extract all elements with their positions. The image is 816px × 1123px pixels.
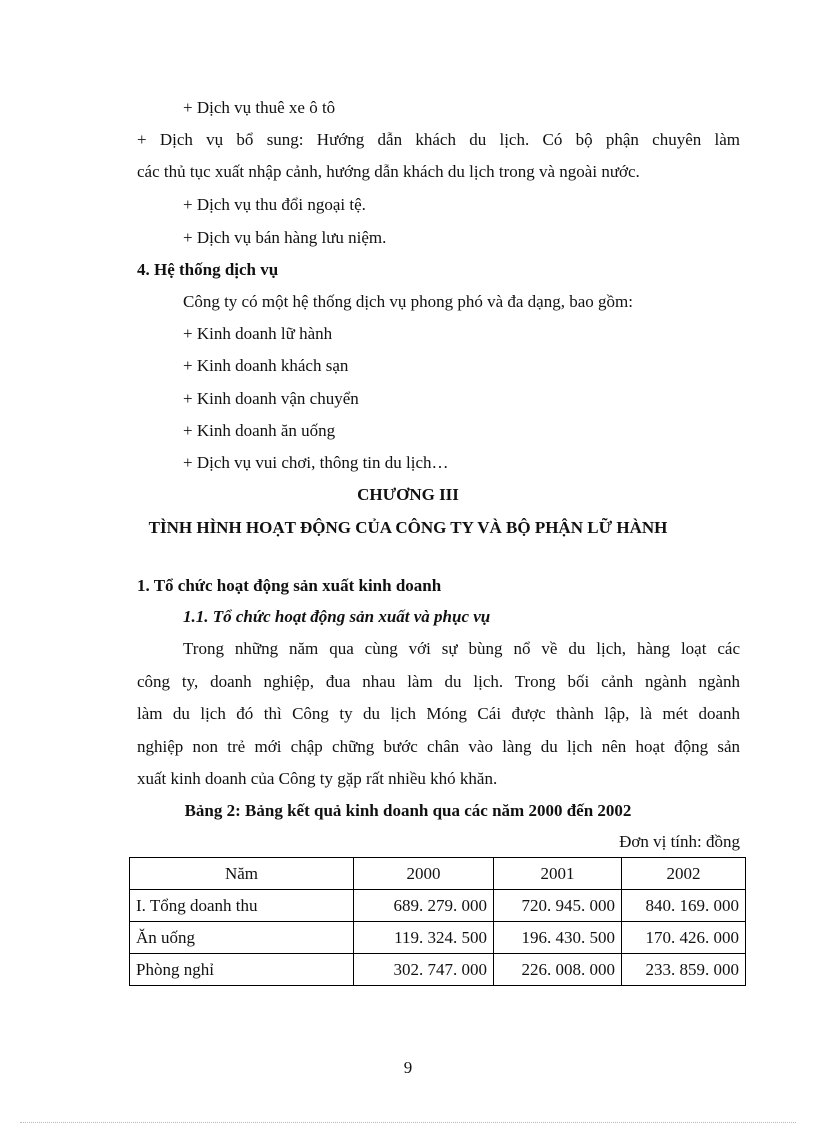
service-item-car-rental: + Dịch vụ thuê xe ô tô bbox=[183, 98, 336, 117]
service-system-item: + Kinh doanh vận chuyển bbox=[183, 389, 359, 408]
service-system-intro: Công ty có một hệ thống dịch vụ phong phó và đa dạng, bao gồm: bbox=[183, 292, 633, 311]
section-heading-service-system: 4. Hệ thống dịch vụ bbox=[137, 260, 279, 279]
value-cell: 233. 859. 000 bbox=[622, 954, 746, 986]
header-cell: 2000 bbox=[354, 858, 494, 890]
table-header-row bbox=[130, 858, 746, 890]
row-label: Phòng nghỉ bbox=[130, 954, 354, 986]
value-cell: 170. 426. 000 bbox=[622, 922, 746, 954]
table-row bbox=[130, 890, 746, 922]
service-system-item: + Kinh doanh ăn uống bbox=[183, 421, 336, 440]
value-cell: 302. 747. 000 bbox=[354, 954, 494, 986]
page-number: 9 bbox=[403, 1058, 413, 1077]
service-system-item: + Kinh doanh lữ hành bbox=[183, 324, 333, 343]
value-cell: 689. 279. 000 bbox=[354, 890, 494, 922]
business-results-table bbox=[129, 857, 746, 986]
service-item-souvenir: + Dịch vụ bán hàng lưu niệm. bbox=[183, 228, 387, 247]
chapter-number: CHƯƠNG III bbox=[357, 485, 459, 504]
value-cell: 226. 008. 000 bbox=[494, 954, 622, 986]
paragraph-line: làm du lịch đó thì Công ty du lịch Móng Cái được thành lập, là mét doanh bbox=[137, 704, 740, 723]
row-label: I. Tổng doanh thu bbox=[130, 890, 354, 922]
part-subheading: 1.1. Tổ chức hoạt động sản xuất và phục vụ bbox=[183, 607, 491, 626]
table-unit: Đơn vị tính: đồng bbox=[619, 832, 740, 851]
value-cell: 840. 169. 000 bbox=[622, 890, 746, 922]
table-row bbox=[130, 922, 746, 954]
paragraph-line: Trong những năm qua cùng với sự bùng nổ về du lịch, hàng loạt các bbox=[183, 639, 740, 658]
header-cell: 2002 bbox=[622, 858, 746, 890]
paragraph-line: công ty, doanh nghiệp, đua nhau làm du lịch. Trong bối cảnh ngành ngành bbox=[137, 672, 740, 691]
header-cell: Năm bbox=[130, 858, 354, 890]
row-label: Ăn uống bbox=[130, 922, 354, 954]
chapter-title: TÌNH HÌNH HOẠT ĐỘNG CỦA CÔNG TY VÀ BỘ PHẬN LỮ HÀNH bbox=[148, 518, 668, 537]
table-row bbox=[130, 954, 746, 986]
value-cell: 196. 430. 500 bbox=[494, 922, 622, 954]
table-caption: Bảng 2: Bảng kết quả kinh doanh qua các năm 2000 đến 2002 bbox=[184, 801, 632, 820]
paragraph-line: nghiệp non trẻ mới chập chững bước chân vào làng du lịch nên hoạt động sản bbox=[137, 737, 740, 756]
service-system-item: + Dịch vụ vui chơi, thông tin du lịch… bbox=[183, 453, 449, 472]
service-item-supplementary-line2: các thủ tục xuất nhập cảnh, hướng dẫn khách du lịch trong và ngoài nước. bbox=[137, 162, 640, 181]
value-cell: 119. 324. 500 bbox=[354, 922, 494, 954]
header-cell: 2001 bbox=[494, 858, 622, 890]
service-item-supplementary-line1: + Dịch vụ bổ sung: Hướng dẫn khách du lịch. Có bộ phận chuyên làm bbox=[137, 130, 740, 149]
paragraph-line-last: xuất kinh doanh của Công ty gặp rất nhiều khó khăn. bbox=[137, 769, 498, 788]
part-heading: 1. Tổ chức hoạt động sản xuất kinh doanh bbox=[137, 576, 442, 595]
service-system-item: + Kinh doanh khách sạn bbox=[183, 356, 349, 375]
service-item-currency-exchange: + Dịch vụ thu đổi ngoại tệ. bbox=[183, 195, 366, 214]
value-cell: 720. 945. 000 bbox=[494, 890, 622, 922]
